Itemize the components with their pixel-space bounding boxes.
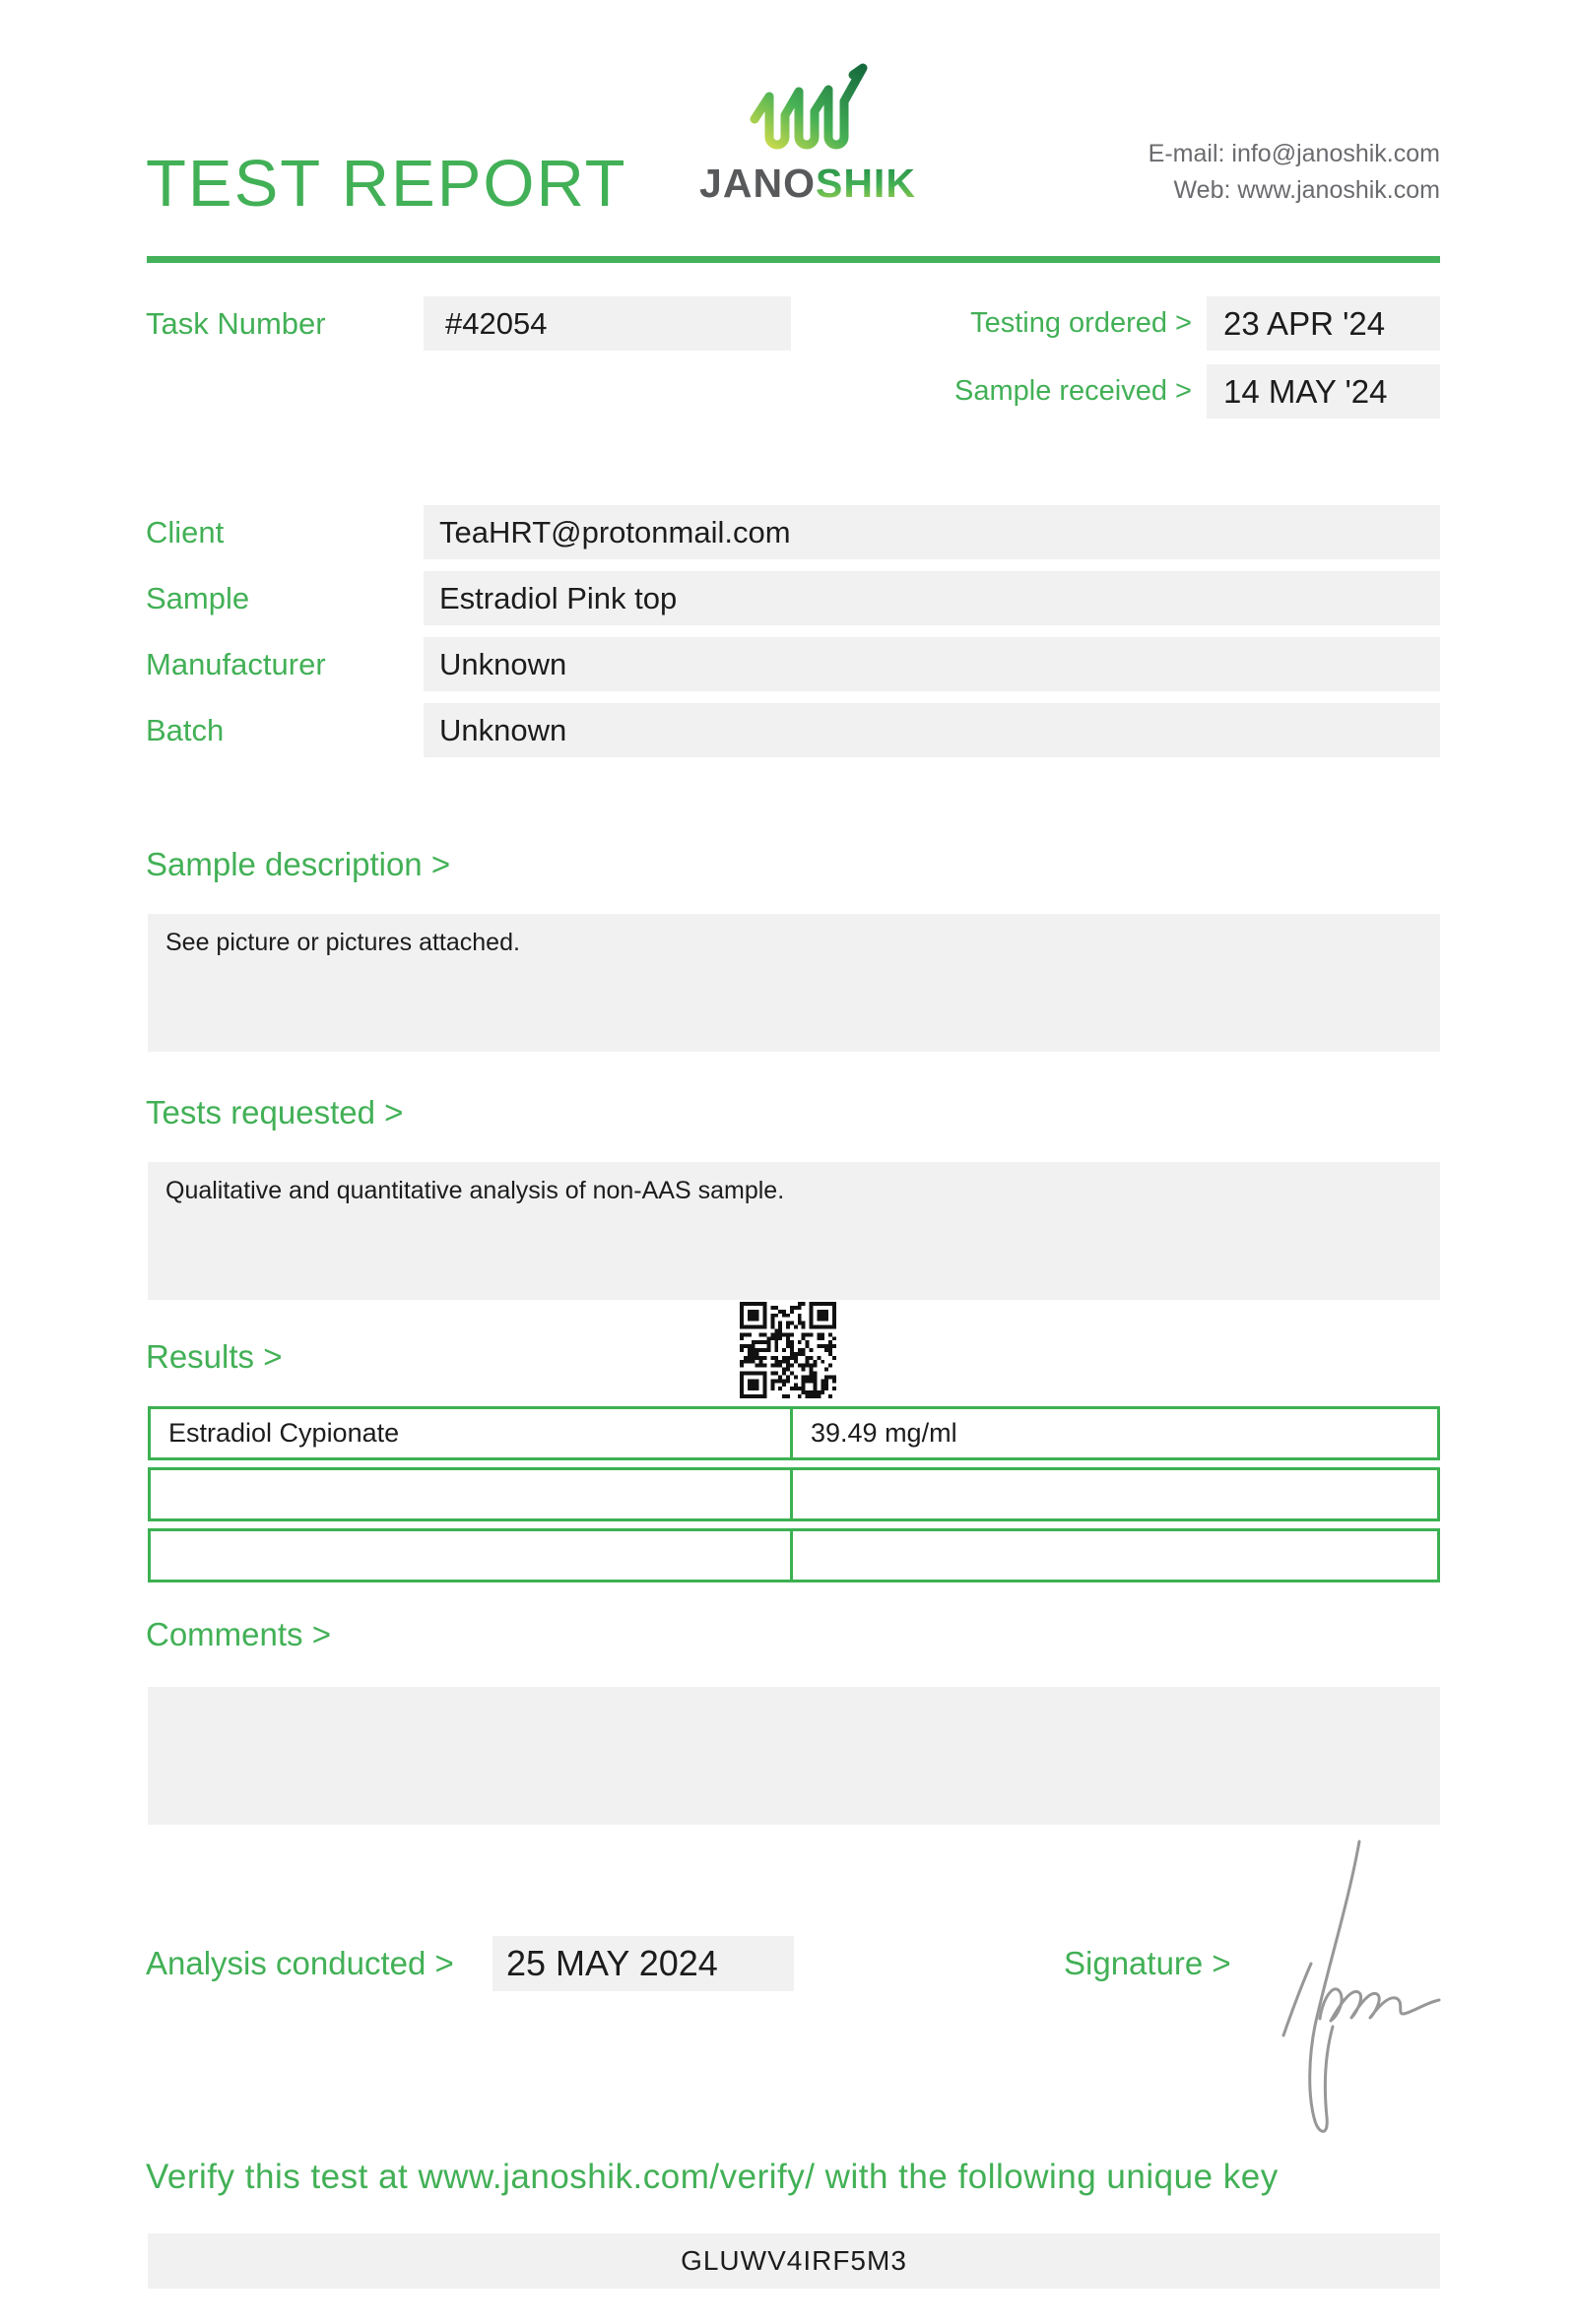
result-row-2 — [148, 1467, 1440, 1521]
analysis-conducted-label: Analysis conducted > — [146, 1945, 454, 1981]
info-row-sample — [146, 571, 1440, 625]
contact-email: E-mail: info@janoshik.com — [1148, 140, 1440, 167]
result-analyte-empty — [151, 1470, 793, 1518]
tests-requested-body: Qualitative and quantitative analysis of non-AAS sample. — [148, 1162, 1440, 1300]
result-row-3 — [148, 1528, 1440, 1582]
info-row-manufacturer — [146, 637, 1440, 691]
signature-label: Signature > — [1064, 1945, 1231, 1981]
result-value-empty — [793, 1470, 1437, 1518]
logo-wordmark — [680, 161, 936, 207]
results-heading: Results > — [146, 1338, 283, 1375]
header-divider — [147, 256, 1440, 263]
sample-info-list — [146, 505, 1440, 769]
sample-description-body: See picture or pictures attached. — [148, 914, 1440, 1052]
analysis-date: 25 MAY 2024 — [492, 1936, 794, 1991]
client-label: Client — [146, 515, 225, 549]
manufacturer-value: Unknown — [424, 637, 1440, 691]
info-row-batch — [146, 703, 1440, 757]
result-analyte-empty — [151, 1531, 793, 1580]
verify-key: GLUWV4IRF5M3 — [148, 2233, 1440, 2289]
client-value: TeaHRT@protonmail.com — [424, 505, 1440, 559]
sample-description-heading: Sample description > — [146, 846, 451, 882]
sample-received-date: 14 MAY '24 — [1207, 364, 1440, 419]
sample-value: Estradiol Pink top — [424, 571, 1440, 625]
sample-received-label: Sample received > — [954, 375, 1192, 407]
signature-image — [1266, 1834, 1473, 2149]
comments-body — [148, 1687, 1440, 1825]
task-number-label: Task Number — [146, 306, 326, 341]
results-table — [148, 1406, 1440, 1589]
batch-value: Unknown — [424, 703, 1440, 757]
testing-ordered-date: 23 APR '24 — [1207, 296, 1440, 351]
manufacturer-label: Manufacturer — [146, 647, 326, 681]
testing-ordered-label: Testing ordered > — [970, 307, 1192, 339]
sample-label: Sample — [146, 581, 250, 615]
info-row-client — [146, 505, 1440, 559]
result-value-empty — [793, 1531, 1437, 1580]
task-number-value: #42054 — [424, 296, 791, 351]
comments-heading: Comments > — [146, 1616, 331, 1652]
contact-info — [1149, 136, 1440, 209]
logo-text-shik: SHIK — [815, 161, 916, 206]
result-analyte: Estradiol Cypionate — [151, 1409, 793, 1457]
result-value: 39.49 mg/ml — [811, 1418, 957, 1448]
verify-instruction: Verify this test at www.janoshik.com/verify/ with the following unique key — [146, 2158, 1279, 2196]
result-row-1 — [148, 1406, 1440, 1460]
qr-code — [740, 1302, 836, 1398]
page-title: TEST REPORT — [146, 147, 627, 221]
tests-requested-heading: Tests requested > — [146, 1094, 404, 1130]
janoshik-logo — [680, 54, 936, 207]
chart-growth-icon — [743, 54, 873, 157]
contact-web: Web: www.janoshik.com — [1173, 176, 1440, 204]
logo-text-jano: JANO — [699, 161, 816, 206]
batch-label: Batch — [146, 713, 225, 747]
